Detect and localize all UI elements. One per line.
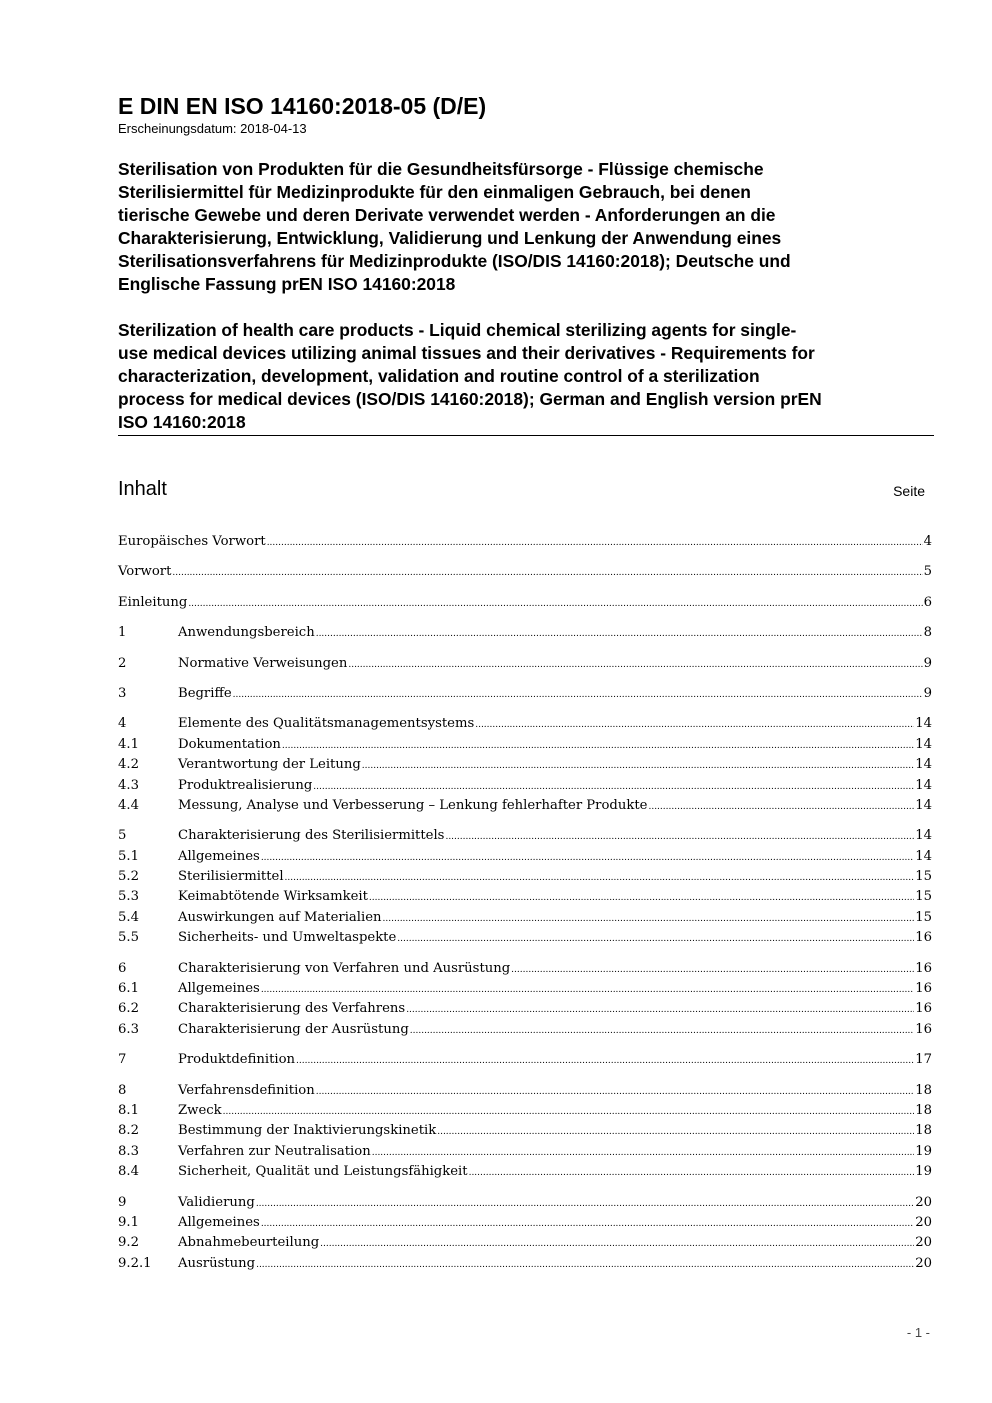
toc-entry-page: 19 (915, 1164, 932, 1180)
toc-dot-leader (233, 685, 923, 705)
toc-entry-label: Einleitung (118, 594, 188, 610)
toc-dot-leader (261, 1214, 914, 1234)
toc-entry[interactable] (118, 1233, 932, 1253)
toc-entry-page: 9 (923, 685, 932, 701)
toc-dot-leader (511, 960, 914, 980)
toc-entry-number: 6.3 (118, 1021, 139, 1037)
toc-entry[interactable] (118, 908, 932, 928)
toc-entry-label: Anwendungsbereich (178, 625, 315, 641)
toc-entry-page: 14 (915, 828, 932, 844)
toc-entry-page: 15 (915, 869, 932, 885)
toc-entry-label: Verfahren zur Neutralisation (178, 1143, 371, 1159)
toc-entry-number: 6.1 (118, 981, 139, 997)
toc-entry-label: Validierung (178, 1194, 255, 1210)
title-german (118, 158, 934, 296)
toc-entry-label: Dokumentation (178, 736, 281, 752)
toc-entry[interactable] (118, 654, 932, 674)
toc-entry[interactable] (118, 776, 932, 796)
toc-entry-label: Auswirkungen auf Materialien (178, 909, 382, 925)
toc-entry-label: Keimabtötende Wirksamkeit (178, 889, 368, 905)
toc-dot-leader (369, 888, 914, 908)
toc-entry-label: Zweck (178, 1102, 222, 1118)
toc-entry[interactable] (118, 1193, 932, 1213)
toc-entry-label: Messung, Analyse und Verbesserung – Lenkung fehlerhafter Produkte (178, 797, 648, 813)
toc-dot-leader (256, 1255, 914, 1275)
toc-entry-page: 16 (915, 1021, 932, 1037)
toc-entry-number: 4.2 (118, 757, 139, 773)
toc-entry-page: 8 (923, 625, 932, 641)
toc-entry-number: 8.3 (118, 1143, 139, 1159)
toc-entry-page: 14 (915, 736, 932, 752)
toc-entry-label: Allgemeines (178, 981, 260, 997)
toc-dot-leader (296, 1051, 914, 1071)
toc-entry-page: 14 (915, 777, 932, 793)
toc-dot-leader (316, 624, 923, 644)
toc-entry-page: 5 (923, 564, 932, 580)
toc-entry-label: Verantwortung der Leitung (178, 757, 361, 773)
toc-entry[interactable] (118, 959, 932, 979)
toc-entry-page: 9 (923, 655, 932, 671)
toc-dot-leader (282, 736, 914, 756)
toc-entry[interactable] (118, 755, 932, 775)
table-of-contents (118, 532, 932, 1274)
toc-entry[interactable] (118, 714, 932, 734)
toc-entry[interactable] (118, 1020, 932, 1040)
toc-entry-number: 7 (118, 1052, 127, 1068)
toc-entry-page: 6 (923, 594, 932, 610)
toc-entry-page: 18 (915, 1102, 932, 1118)
title-english (118, 319, 934, 434)
toc-entry-label: Allgemeines (178, 848, 260, 864)
toc-dot-leader (223, 1102, 915, 1122)
toc-entry[interactable] (118, 1050, 932, 1070)
toc-entry-number: 1 (118, 625, 127, 641)
toc-entry-number: 8.1 (118, 1102, 139, 1118)
toc-entry-number: 5 (118, 828, 127, 844)
publication-date: Erscheinungsdatum: 2018-04-13 (118, 121, 307, 136)
toc-entry-label: Begriffe (178, 685, 232, 701)
toc-entry-number: 9 (118, 1194, 127, 1210)
title-line: Charakterisierung, Entwicklung, Validierung und Lenkung der Anwendung eines (118, 228, 782, 248)
toc-entry[interactable] (118, 623, 932, 643)
toc-entry[interactable] (118, 593, 932, 613)
toc-entry-page: 4 (923, 534, 932, 549)
page-number: - 1 - (906, 1325, 930, 1340)
toc-dot-leader (383, 909, 915, 929)
toc-entry-page: 20 (915, 1214, 932, 1230)
toc-entry[interactable] (118, 979, 932, 999)
toc-dot-leader (648, 797, 914, 817)
toc-entry[interactable] (118, 1142, 932, 1162)
toc-entry[interactable] (118, 847, 932, 867)
toc-dot-leader (348, 655, 922, 675)
toc-entry-page: 19 (915, 1143, 932, 1159)
toc-dot-leader (188, 594, 922, 614)
toc-entry-number: 3 (118, 685, 127, 701)
toc-dot-leader (406, 1000, 914, 1020)
title-line: tierische Gewebe und deren Derivate verwendet werden - Anforderungen an die (118, 205, 776, 225)
toc-entry-label: Bestimmung der Inaktivierungskinetik (178, 1123, 437, 1139)
toc-entry-number: 4.4 (118, 797, 139, 813)
toc-dot-leader (172, 563, 922, 583)
toc-entry-number: 5.2 (118, 869, 139, 885)
toc-entry[interactable] (118, 796, 932, 816)
toc-entry-page: 15 (915, 889, 932, 905)
toc-dot-leader (372, 1143, 915, 1163)
toc-entry-page: 20 (915, 1255, 932, 1271)
toc-entry-label: Produktrealisierung (178, 777, 313, 793)
toc-dot-leader (397, 929, 914, 949)
toc-dot-leader (316, 1082, 914, 1102)
title-line: Sterilisationsverfahrens für Medizinprodukte (ISO/DIS 14160:2018); Deutsche und (118, 251, 791, 271)
toc-entry[interactable] (118, 887, 932, 907)
toc-dot-leader (437, 1122, 914, 1142)
toc-entry-page: 16 (915, 930, 932, 946)
toc-entry-number: 9.1 (118, 1214, 139, 1230)
toc-entry-page: 16 (915, 1001, 932, 1017)
toc-entry[interactable] (118, 562, 932, 582)
toc-entry-page: 20 (915, 1235, 932, 1251)
toc-dot-leader (469, 1163, 915, 1183)
toc-entry[interactable] (118, 532, 932, 552)
toc-entry-number: 8.2 (118, 1123, 139, 1139)
toc-entry-page: 18 (915, 1082, 932, 1098)
toc-entry-page: 14 (915, 848, 932, 864)
toc-entry-label: Charakterisierung des Sterilisiermittels (178, 828, 445, 844)
toc-entry-label: Charakterisierung der Ausrüstung (178, 1021, 409, 1037)
toc-dot-leader (256, 1194, 914, 1214)
title-line: Sterilisation von Produkten für die Gesundheitsfürsorge - Flüssige chemische (118, 159, 764, 179)
toc-entry-page: 18 (915, 1123, 932, 1139)
toc-entry-label: Abnahmebeurteilung (178, 1235, 320, 1251)
toc-entry-label: Europäisches Vorwort (118, 534, 266, 549)
toc-entry-label: Sterilisiermittel (178, 869, 284, 885)
toc-page-label: Seite (893, 483, 925, 499)
toc-entry-number: 5.5 (118, 930, 139, 946)
toc-entry-page: 17 (915, 1052, 932, 1068)
toc-entry-label: Charakterisierung von Verfahren und Ausrüstung (178, 960, 511, 976)
title-line: Sterilization of health care products - Liquid chemical sterilizing agents for single- (118, 320, 797, 340)
toc-entry[interactable] (118, 735, 932, 755)
toc-entry[interactable] (118, 826, 932, 846)
toc-entry[interactable] (118, 999, 932, 1019)
toc-dot-leader (261, 980, 914, 1000)
toc-entry-page: 14 (915, 797, 932, 813)
toc-entry-label: Charakterisierung des Verfahrens (178, 1001, 406, 1017)
title-divider (118, 435, 934, 436)
toc-entry[interactable] (118, 1213, 932, 1233)
toc-dot-leader (475, 715, 914, 735)
toc-dot-leader (410, 1021, 914, 1041)
toc-dot-leader (267, 533, 923, 553)
title-line: process for medical devices (ISO/DIS 14160:2018); German and English version prEN (118, 389, 822, 409)
toc-entry[interactable] (118, 1254, 932, 1274)
toc-entry-label: Sicherheits- und Umweltaspekte (178, 930, 397, 946)
toc-entry-page: 20 (915, 1194, 932, 1210)
toc-entry-label: Elemente des Qualitätsmanagementsystems (178, 716, 475, 732)
toc-entry-number: 6 (118, 960, 127, 976)
toc-entry-page: 14 (915, 757, 932, 773)
toc-entry-number: 6.2 (118, 1001, 139, 1017)
toc-entry[interactable] (118, 1121, 932, 1141)
title-line: ISO 14160:2018 (118, 412, 246, 432)
toc-entry[interactable] (118, 1101, 932, 1121)
toc-dot-leader (362, 756, 914, 776)
toc-entry-label: Produktdefinition (178, 1052, 296, 1068)
toc-entry-page: 16 (915, 981, 932, 997)
toc-dot-leader (320, 1234, 914, 1254)
toc-entry-page: 15 (915, 909, 932, 925)
toc-entry-label: Allgemeines (178, 1214, 260, 1230)
toc-entry-number: 5.1 (118, 848, 139, 864)
toc-entry-number: 2 (118, 655, 127, 671)
toc-dot-leader (445, 827, 914, 847)
toc-entry[interactable] (118, 1081, 932, 1101)
toc-entry-number: 4.3 (118, 777, 139, 793)
toc-entry-number: 4.1 (118, 736, 139, 752)
toc-heading: Inhalt (118, 478, 167, 500)
toc-entry-number: 4 (118, 716, 127, 732)
toc-entry-label: Verfahrensdefinition (178, 1082, 315, 1098)
toc-entry-label: Sicherheit, Qualität und Leistungsfähigkeit (178, 1164, 468, 1180)
toc-entry-label: Vorwort (118, 564, 172, 580)
title-line: characterization, development, validation and routine control of a sterilization (118, 366, 760, 386)
title-line: use medical devices utilizing animal tissues and their derivatives - Requirements for (118, 343, 815, 363)
toc-entry-number: 9.2 (118, 1235, 139, 1251)
toc-entry-label: Normative Verweisungen (178, 655, 348, 671)
title-line: Sterilisiermittel für Medizinprodukte für den einmaligen Gebrauch, bei denen (118, 182, 751, 202)
toc-entry[interactable] (118, 1162, 932, 1182)
toc-entry-label: Ausrüstung (178, 1255, 256, 1271)
toc-entry[interactable] (118, 867, 932, 887)
toc-entry-number: 8.4 (118, 1164, 139, 1180)
toc-entry-number: 5.3 (118, 889, 139, 905)
toc-dot-leader (261, 848, 914, 868)
toc-entry-page: 14 (915, 716, 932, 732)
document-id: E DIN EN ISO 14160:2018-05 (D/E) (118, 93, 487, 119)
toc-entry-page: 16 (915, 960, 932, 976)
toc-entry[interactable] (118, 928, 932, 948)
toc-entry-number: 5.4 (118, 909, 139, 925)
toc-dot-leader (285, 868, 915, 888)
toc-dot-leader (313, 777, 914, 797)
toc-entry[interactable] (118, 684, 932, 704)
toc-entry-number: 9.2.1 (118, 1255, 152, 1271)
toc-entry-number: 8 (118, 1082, 127, 1098)
title-line: Englische Fassung prEN ISO 14160:2018 (118, 274, 456, 294)
